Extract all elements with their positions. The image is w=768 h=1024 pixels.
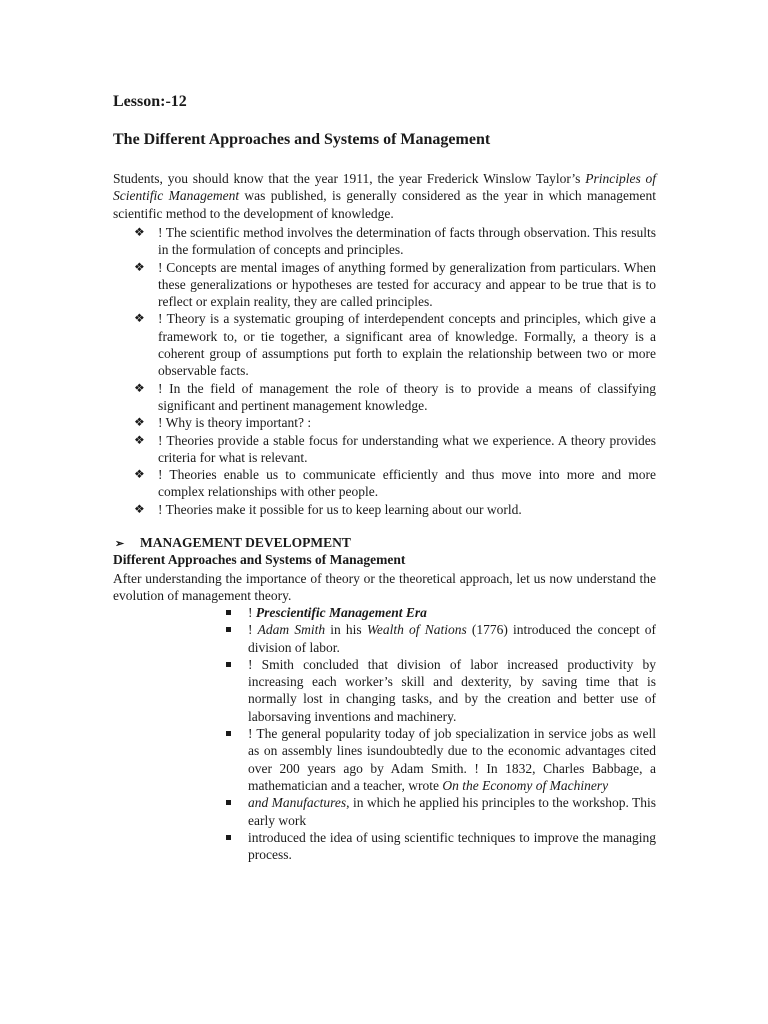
list-item-text: ! In the field of management the role of theory is to provide a means of classifying significant and pertinent management knowledge. [158, 380, 656, 413]
book-title: Wealth of Nations [366, 622, 467, 638]
list-item [113, 259, 656, 311]
list-item [113, 380, 656, 415]
diamond-bullet-icon: ❖ [134, 415, 145, 430]
diamond-bullet-icon: ❖ [134, 259, 145, 274]
theory-bullet-list [113, 224, 656, 518]
diamond-bullet-icon: ❖ [134, 311, 145, 326]
section-heading [113, 535, 351, 551]
book-title: Principles of Scientific Management [113, 171, 657, 204]
list-item-text: introduced the idea of using scientific techniques to improve the managing process. [248, 829, 656, 863]
person-name: Adam Smith [257, 622, 326, 638]
list-item [248, 621, 656, 656]
square-bullet-icon [226, 662, 231, 667]
list-item-text: (1776) introduced the concept of division of labor. [248, 622, 657, 655]
square-bullet-icon [226, 835, 231, 840]
era-heading: Prescientific Management Era [255, 605, 427, 620]
list-item-text: ! Theories enable us to communicate efficiently and thus move into more and more complex relationships with other people. [158, 467, 656, 500]
list-item-text: ! Why is theory important? : [158, 415, 312, 431]
list-item-text: ! Theories make it possible for us to keep learning about our world. [158, 501, 522, 517]
document-title: The Different Approaches and Systems of Management [113, 131, 491, 148]
history-bullet-list [248, 604, 656, 863]
list-item-text: ! Theory is a systematic grouping of interdependent concepts and principles, which give a framework to, or tie together, a significant area of knowledge. Formally, a theory is a coherent group of assumptions put forth to explain the relationship between two or more observable facts. [158, 311, 656, 379]
list-item-text: ! Smith concluded that division of labor increased productivity by increasing each worker’s skill and dexterity, by saving time that is normally lost in changing tasks, and by the creation and better use of laborsaving inventions and machinery. [248, 656, 656, 724]
square-bullet-icon [226, 627, 231, 632]
section-heading-text: MANAGEMENT DEVELOPMENT [140, 535, 351, 550]
list-item [248, 829, 656, 864]
square-bullet-icon [226, 800, 231, 805]
list-item [113, 224, 656, 259]
arrow-bullet-icon: ➢ [115, 538, 125, 550]
diamond-bullet-icon: ❖ [134, 380, 145, 395]
list-item [248, 794, 656, 829]
lesson-number: Lesson:-12 [113, 93, 187, 110]
intro-text: Students, you should know that the year 1911, the year Frederick Winslow Taylor’s [113, 171, 586, 186]
list-item [113, 414, 656, 431]
list-item [248, 604, 656, 621]
list-item [248, 725, 656, 794]
square-bullet-icon [226, 610, 231, 615]
book-title: On the Economy of Machinery [442, 777, 609, 793]
list-item-text: , in which he applied his principles to the workshop. This early work [248, 795, 656, 828]
diamond-bullet-icon: ❖ [134, 501, 145, 516]
list-item-text: ! The scientific method involves the determination of facts through observation. This results in the formulation of concepts and principles. [158, 225, 656, 258]
book-title: and Manufactures [248, 795, 347, 811]
list-item-text: ! Theories provide a stable focus for understanding what we experience. A theory provides criteria for what is relevant. [158, 432, 656, 465]
list-item-text: ! Concepts are mental images of anything formed by generalization from particulars. When these generalizations or hypotheses are tested for accuracy and appear to be true that is to reflect or explain reality, they are called principles. [158, 259, 656, 310]
square-bullet-icon [226, 731, 231, 736]
list-item [113, 432, 656, 467]
diamond-bullet-icon: ❖ [134, 432, 145, 447]
list-item-text: in his [325, 622, 367, 638]
intro-text: was published, is generally considered as the year in which management scientific method to the development of knowledge. [113, 188, 656, 221]
list-item-text: ! The general popularity today of job specialization in service jobs as well as on assembly lines isundoubtedly due to the economic advantages cited over 200 years ago by Adam Smith. ! In 1832, Charles Babbage, a mathematician and a teacher, wrote [248, 726, 656, 793]
list-item [113, 501, 656, 518]
list-item-text: ! [248, 622, 258, 638]
list-item [248, 656, 656, 725]
subsection-heading: Different Approaches and Systems of Management [113, 552, 406, 567]
list-item-text: ! [248, 605, 256, 620]
list-item [113, 466, 656, 501]
diamond-bullet-icon: ❖ [134, 225, 145, 239]
transition-paragraph: After understanding the importance of theory or the theoretical approach, let us now understand the evolution of management theory. [113, 571, 656, 604]
diamond-bullet-icon: ❖ [134, 467, 145, 482]
list-item [113, 310, 656, 379]
intro-paragraph [113, 170, 656, 222]
